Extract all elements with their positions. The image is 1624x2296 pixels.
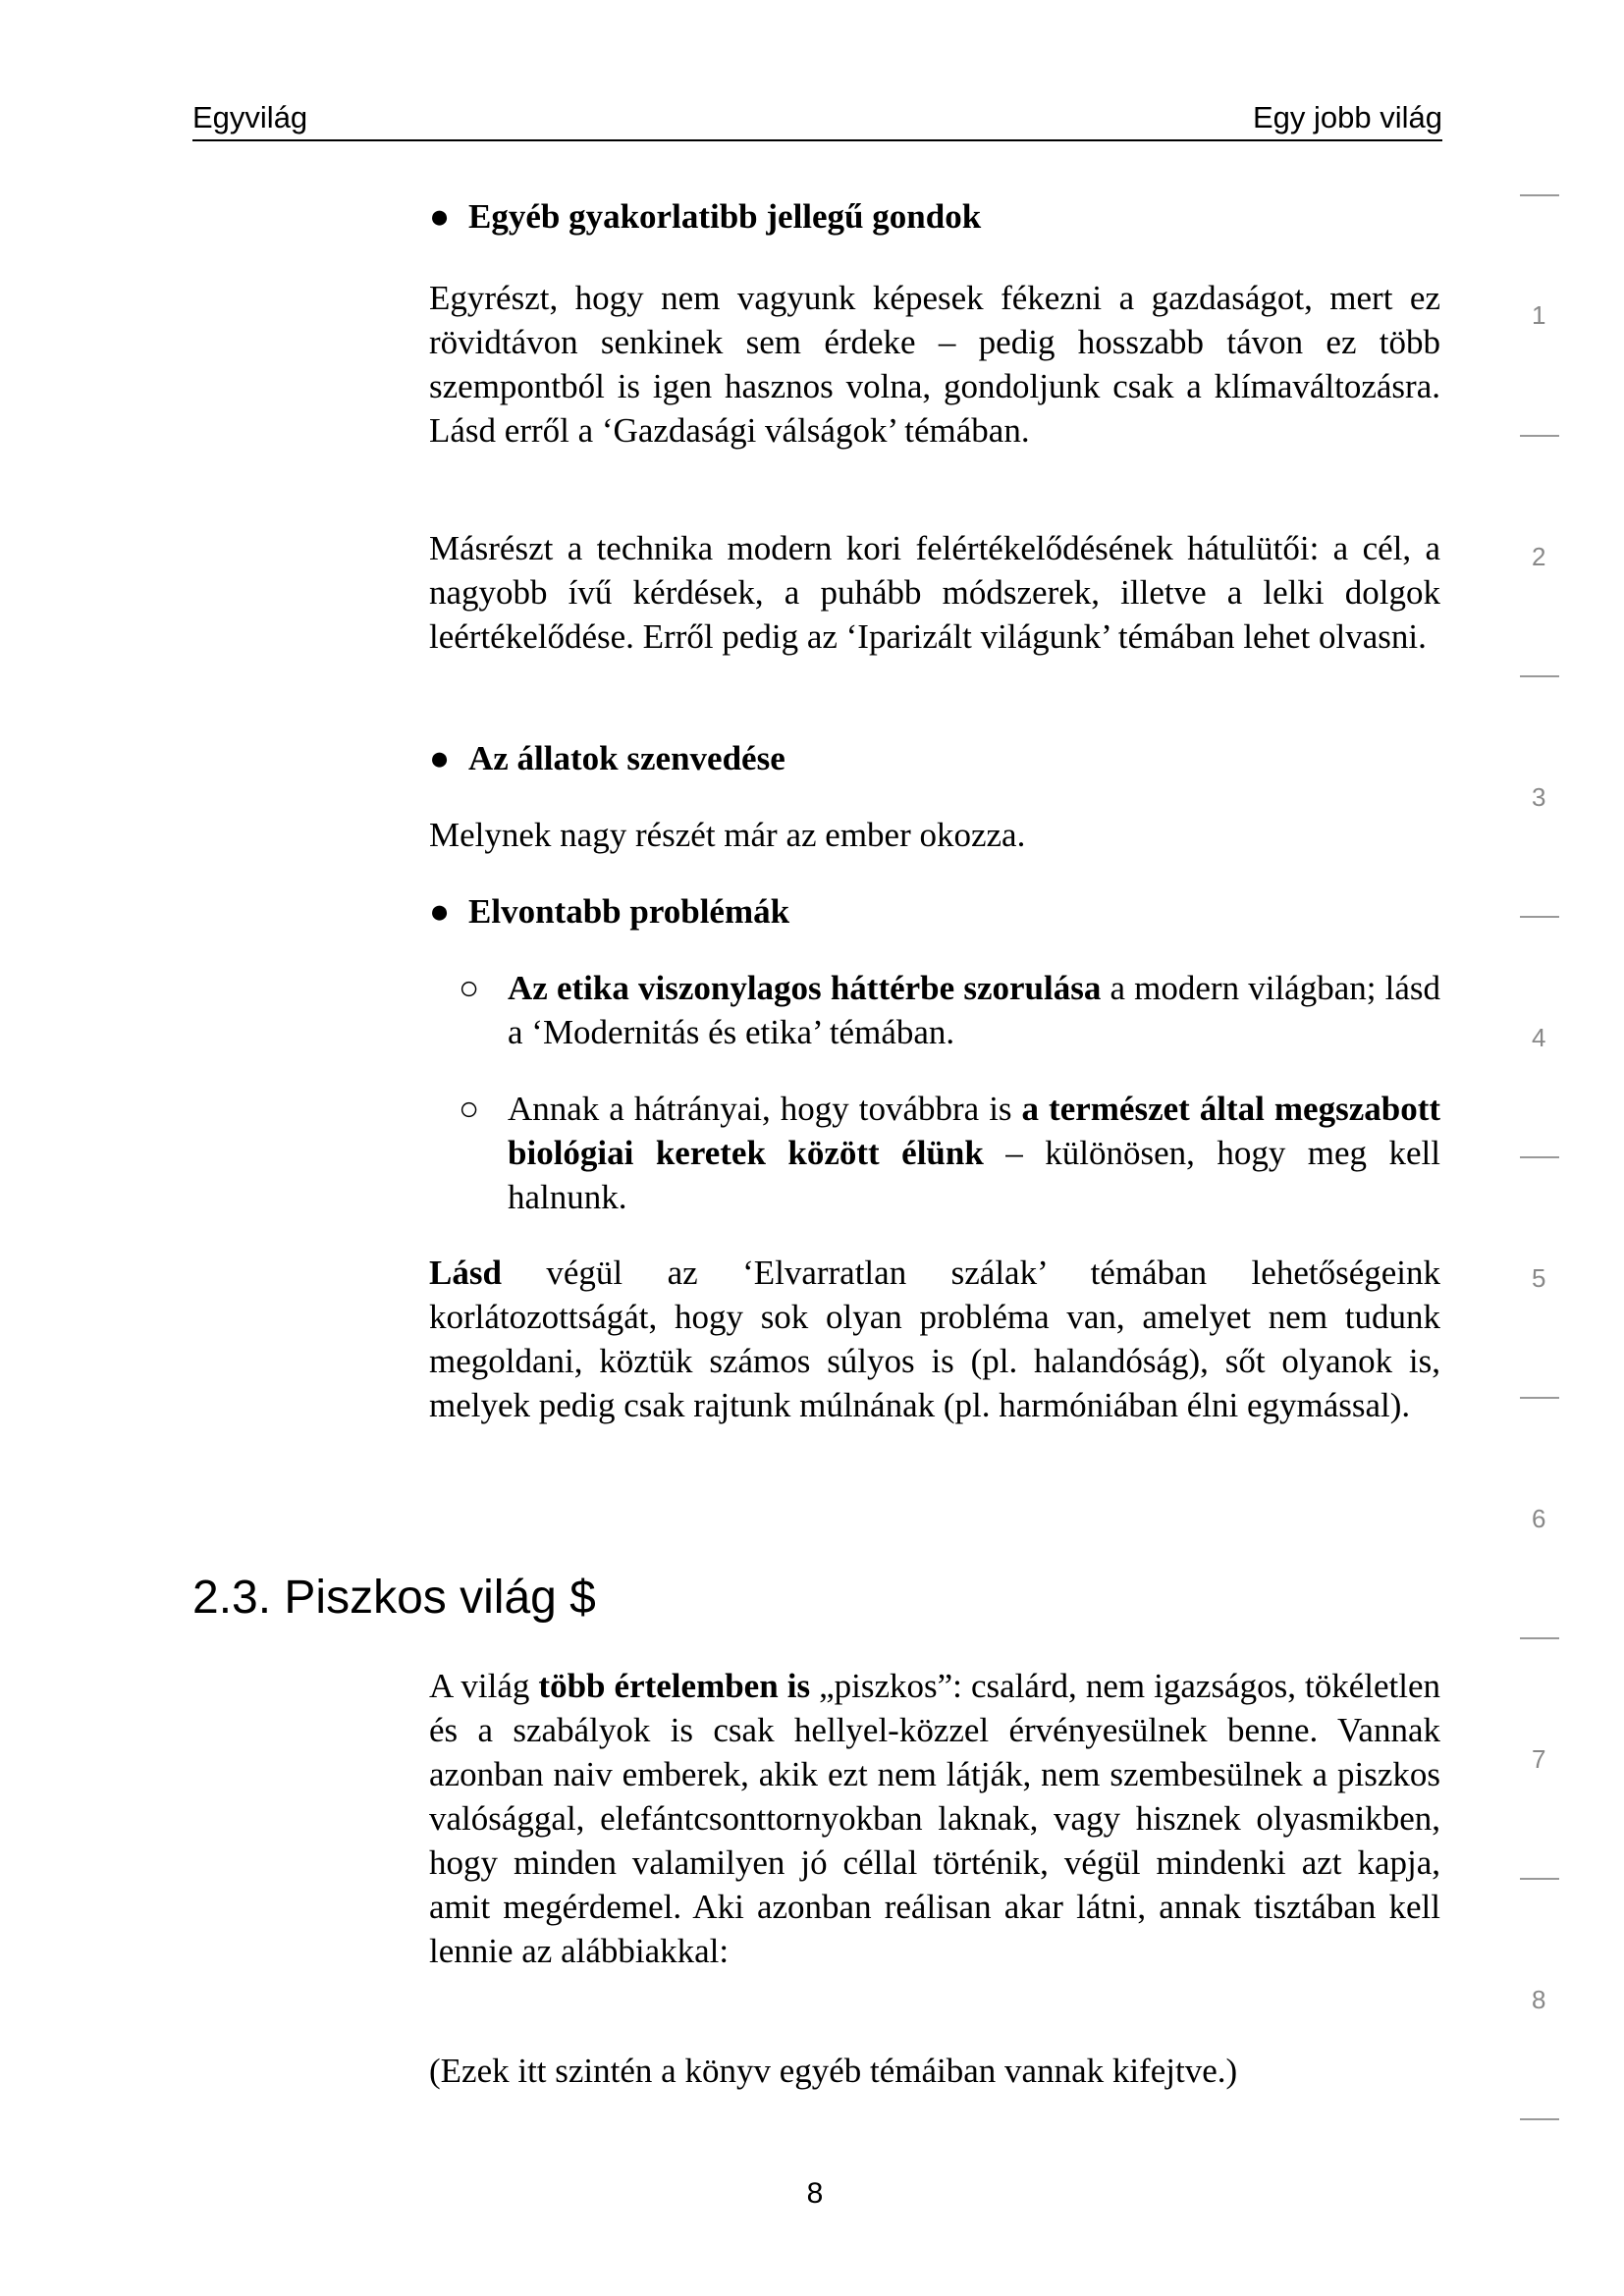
margin-tick: [1520, 916, 1559, 918]
margin-number: 3: [1532, 782, 1546, 812]
paragraph-masreszt: [429, 526, 1440, 659]
header-right-title: Egy jobb világ: [1252, 100, 1442, 134]
margin-tick: [1520, 435, 1559, 437]
sub-item-biologiai: [459, 1087, 1440, 1219]
sub-bullet-circle: ○: [459, 1090, 480, 1128]
paragraph-bold: Lásd: [429, 1254, 502, 1292]
paragraph-start: A világ: [429, 1667, 539, 1705]
paragraph-ezek-itt: [429, 2049, 1440, 2093]
paragraph-text: Melynek nagy részét már az ember okozza.: [429, 816, 1026, 854]
bullet-label: Elvontabb problémák: [468, 892, 790, 931]
paragraph-egyreszt: [429, 276, 1440, 453]
bullet-gyakorlati: [429, 194, 1440, 239]
sub-item-bold: a természet által megszabott biológiai keretek között élünk: [508, 1090, 1441, 1172]
paragraph-text: Másrészt a technika modern kori felértékelődésének hátulütői: a cél, a nagyobb ívű kérdések, a puhább módszerek, illetve a lelki dolgok leértékelődése. Erről pedig az ‘Iparizált világunk’ témában lehet olvasni.: [429, 529, 1440, 656]
sub-item-rest: a modern világban; lásd a ‘Modernitás és etika’ témában.: [508, 969, 1440, 1051]
paragraph-a-vilag: [429, 1664, 1440, 1973]
paragraph-text: Egyrészt, hogy nem vagyunk képesek fékezni a gazdaságot, mert ez rövidtávon senkinek sem érdeke – pedig hosszabb távon ez több szempontból is igen hasznos volna, gondoljunk csak a klímaváltozásra. Lásd erről a ‘Gazdasági válságok’ témában.: [429, 279, 1440, 450]
header-left-title: Egyvilág: [192, 100, 308, 134]
bullet-label: Egyéb gyakorlatibb jellegű gondok: [468, 197, 982, 236]
sub-item-etika: [459, 966, 1440, 1054]
bullet-dot: ●: [429, 892, 451, 931]
bullet-dot: ●: [429, 739, 451, 777]
margin-tick: [1520, 2118, 1559, 2120]
margin-number: 6: [1532, 1504, 1546, 1533]
page-header: [192, 96, 1442, 141]
paragraph-rest: „piszkos”: csalárd, nem igazságos, tökéletlen és a szabályok is csak hellyel-közzel érvényesülnek benne. Vannak azonban naiv emberek, akik ezt nem látják, nem szembesülnek a piszkos valósággal, elefántcsonttornyokban laknak, vagy hisznek olyasmikben, hogy minden valamilyen jó céllal történik, végül mindenki azt kapja, amit megérdemel. Aki azonban reálisan akar látni, annak tisztában kell lennie az alábbiakkal:: [429, 1667, 1441, 1970]
margin-number: 7: [1532, 1744, 1546, 1774]
bullet-allatok: [429, 736, 1440, 780]
margin-tick: [1520, 1637, 1559, 1639]
margin-tick: [1520, 194, 1559, 196]
margin-number: 4: [1532, 1023, 1546, 1052]
sub-item-end: – különösen, hogy meg kell halnunk.: [508, 1134, 1440, 1216]
page-number: 8: [806, 2177, 824, 2210]
bullet-elvontabb: [429, 889, 1440, 934]
margin-tick: [1520, 675, 1559, 677]
paragraph-melynek: [429, 813, 1440, 857]
sub-item-start: Annak a hátrányai, hogy továbbra is: [508, 1090, 1022, 1128]
margin-tick: [1520, 1156, 1559, 1158]
margin-tick: [1520, 1878, 1559, 1880]
sub-bullet-circle: ○: [459, 969, 480, 1007]
paragraph-rest: végül az ‘Elvarratlan szálak’ témában lehetőségeink korlátozottságát, hogy sok olyan probléma van, amelyet nem tudunk megoldani, köztük számos súlyos is (pl. halandóság), sőt olyanok is, melyek pedig csak rajtunk múlnának (pl. harmóniában élni egymással).: [429, 1254, 1440, 1424]
margin-tick: [1520, 1397, 1559, 1399]
margin-number: 2: [1532, 542, 1546, 571]
bullet-dot: ●: [429, 197, 451, 236]
paragraph-lasd: [429, 1251, 1440, 1427]
paragraph-bold: több értelemben is: [538, 1667, 811, 1705]
margin-number: 1: [1532, 300, 1546, 330]
bullet-label: Az állatok szenvedése: [468, 739, 785, 777]
margin-number: 8: [1532, 1985, 1546, 2014]
sub-item-bold: Az etika viszonylagos háttérbe szorulása: [508, 969, 1102, 1007]
margin-number: 5: [1532, 1263, 1546, 1293]
paragraph-text: (Ezek itt szintén a könyv egyéb témáiban vannak kifejtve.): [429, 2052, 1238, 2090]
section-heading: 2.3. Piszkos világ $: [192, 1572, 596, 1624]
